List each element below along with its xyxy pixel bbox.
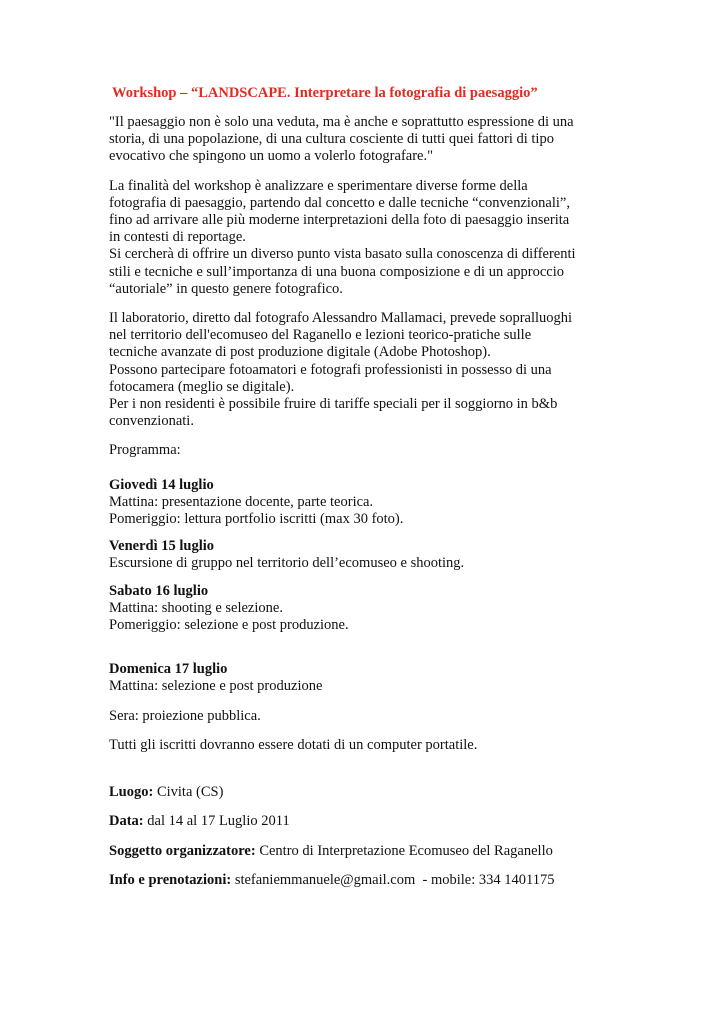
lab-line: fotocamera (meglio se digitale).	[109, 378, 295, 395]
day-line: Mattina: shooting e selezione.	[109, 599, 283, 616]
note-line: Tutti gli iscritti dovranno essere dotati di un computer portatile.	[109, 736, 478, 753]
luogo-value: Civita (CS)	[153, 784, 224, 801]
document-page	[109, 84, 619, 889]
document-title: Workshop – “LANDSCAPE. Interpretare la fotografia di paesaggio”	[112, 85, 538, 101]
lab-line: Possono partecipare fotoamatori e fotografi professionisti in possesso di una	[109, 361, 552, 378]
quote-line: "Il paesaggio non è solo una veduta, ma è anche e soprattutto espressione di una	[109, 114, 574, 130]
organizer-label: Soggetto organizzatore:	[109, 842, 256, 859]
day-line: Mattina: selezione e post produzione	[109, 678, 323, 695]
purpose-line: fotografia di paesaggio, partendo dal concetto e dalle tecniche “convenzionali”,	[109, 194, 570, 211]
lab-line: nel territorio dell'ecomuseo del Raganello e lezioni teorico-pratiche sulle	[109, 327, 532, 344]
luogo-line	[109, 784, 619, 801]
purpose-line: stili e tecniche e sull’importanza di una buona composizione e di un approccio	[109, 263, 564, 280]
day-title: Giovedì 14 luglio	[109, 476, 214, 493]
day-line: Pomeriggio: lettura portfolio iscritti (max 30 foto).	[109, 511, 404, 528]
quote-paragraph	[109, 114, 619, 166]
quote-line: evocativo che spingono un uomo a volerlo fotografare."	[109, 148, 434, 165]
data-value: dal 14 al 17 Luglio 2011	[143, 813, 290, 830]
day-section	[109, 661, 619, 695]
programma-label: Programma:	[109, 442, 181, 459]
lab-line: Per i non residenti è possibile fruire di tariffe speciali per il soggiorno in b&b	[109, 396, 558, 413]
contact-line	[109, 872, 619, 889]
day-section	[109, 538, 619, 572]
day-title: Domenica 17 luglio	[109, 661, 228, 678]
lab-paragraph	[109, 310, 619, 430]
lab-line: tecniche avanzate di post produzione digitale (Adobe Photoshop).	[109, 344, 491, 361]
organizer-value: Centro di Interpretazione Ecomuseo del Raganello	[255, 842, 553, 859]
day-section	[109, 583, 619, 635]
day-line: Pomeriggio: selezione e post produzione.	[109, 617, 349, 634]
data-label: Data:	[109, 813, 144, 830]
day-line: Mattina: presentazione docente, parte teorica.	[109, 493, 374, 510]
purpose-paragraph	[109, 178, 619, 298]
lab-line: Il laboratorio, diretto dal fotografo Alessandro Mallamaci, prevede sopralluoghi	[109, 310, 573, 327]
purpose-line: Si cercherà di offrire un diverso punto vista basato sulla conoscenza di differenti	[109, 246, 576, 263]
day-title: Sabato 16 luglio	[109, 582, 209, 599]
organizer-line	[109, 843, 619, 860]
contact-label: Info e prenotazioni:	[109, 871, 232, 888]
sera-line: Sera: proiezione pubblica.	[109, 707, 261, 724]
purpose-line: in contesti di reportage.	[109, 229, 246, 246]
day-section	[109, 477, 619, 529]
purpose-line: fino ad arrivare alle più moderne interpretazioni della foto di paesaggio inserita	[109, 212, 570, 229]
day-line: Escursione di gruppo nel territorio dell’ecomuseo e shooting.	[109, 555, 465, 572]
purpose-line: La finalità del workshop è analizzare e sperimentare diverse forme della	[109, 177, 528, 194]
mobile-number: - mobile: 334 1401175	[415, 871, 555, 888]
purpose-line: “autoriale” in questo genere fotografico.	[109, 280, 343, 297]
data-line	[109, 813, 619, 830]
email-link[interactable]: stefaniemmanuele@gmail.com	[231, 871, 416, 888]
day-title: Venerdì 15 luglio	[109, 538, 215, 555]
quote-line: storia, di una popolazione, di una cultura cosciente di tutti quei fattori di tipo	[109, 131, 554, 148]
lab-line: convenzionati.	[109, 413, 194, 430]
luogo-label: Luogo:	[109, 784, 154, 801]
